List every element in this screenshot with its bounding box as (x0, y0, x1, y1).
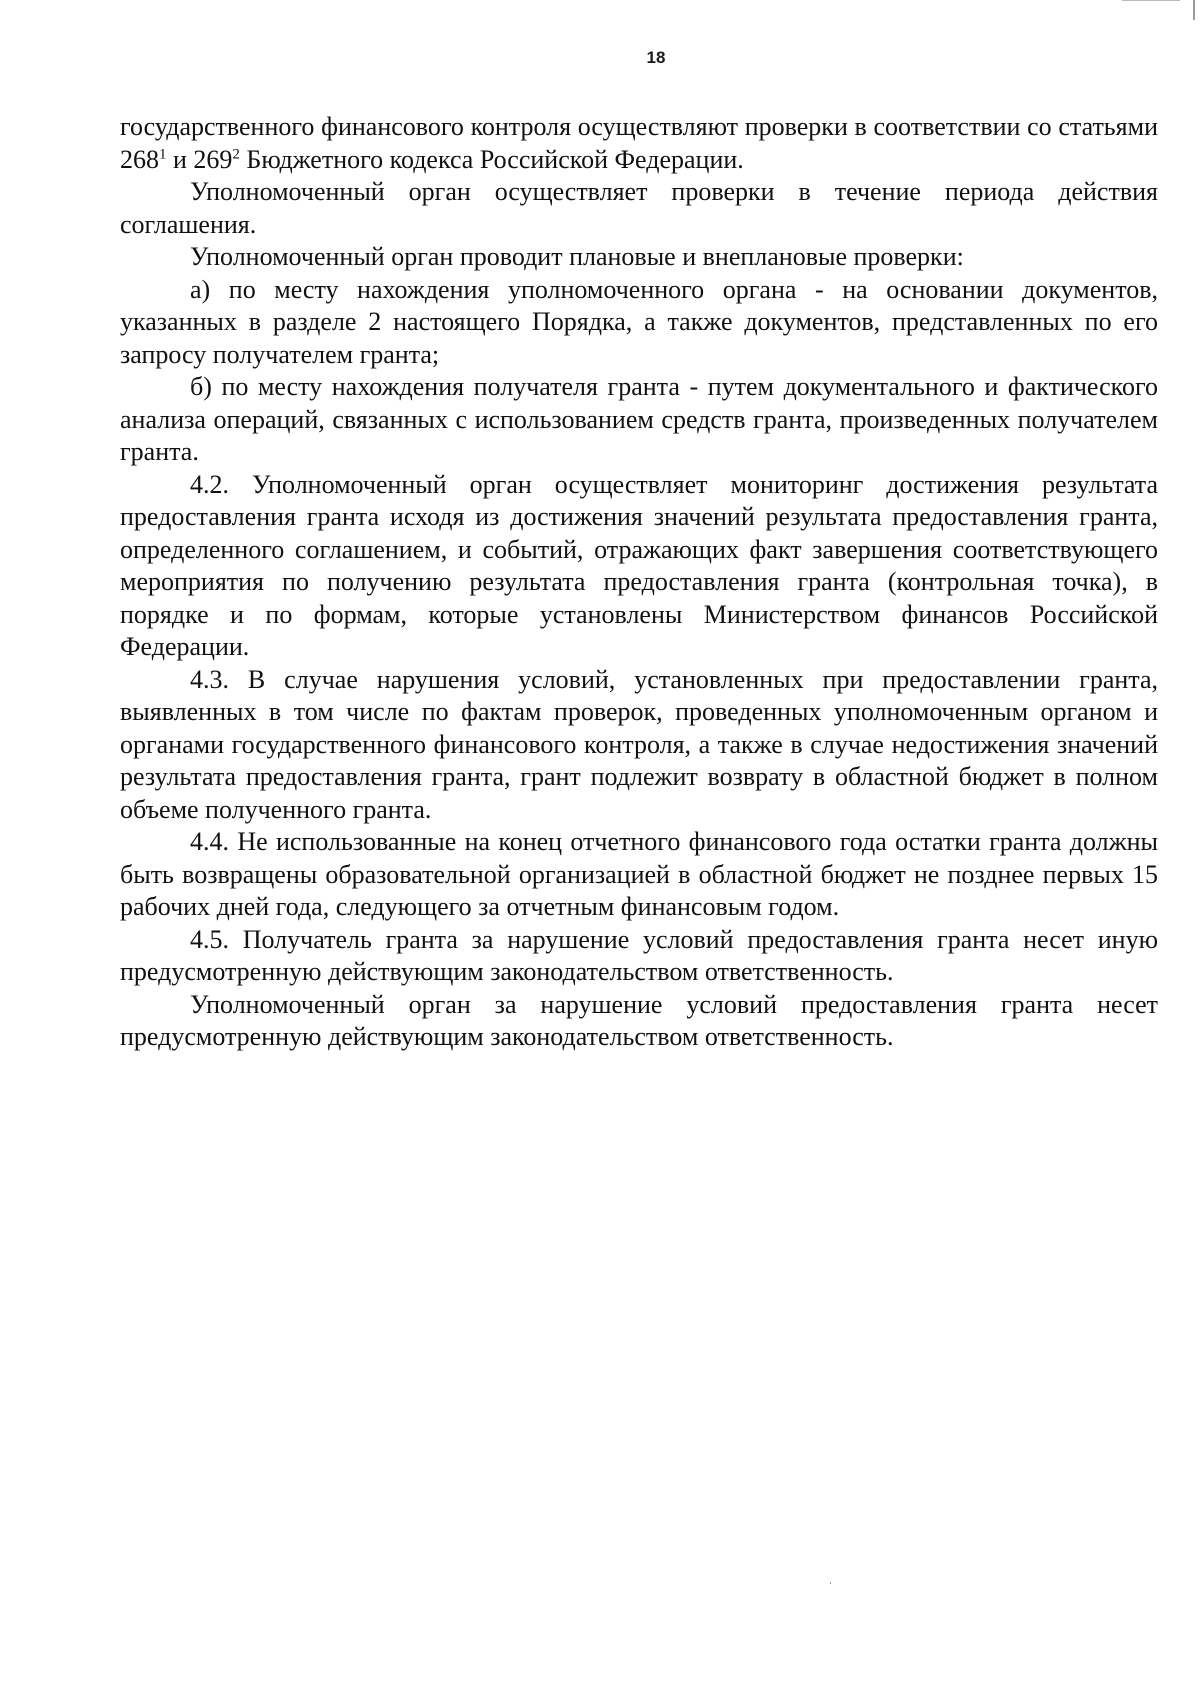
scan-speck (830, 1582, 831, 1584)
paragraph: Уполномоченный орган осуществляет проверки в течение периода действия соглашения. (120, 177, 1158, 239)
paragraph-text: и 269 (166, 144, 233, 174)
clause-4-5: 4.5. Получатель гранта за нарушение условий предоставления гранта несет иную предусмотренную действующим законодательством ответственность. (120, 924, 1158, 986)
paragraph-text: государственного финансового контроля осуществляют проверки в соответствии со статьями 268 (120, 112, 1158, 174)
paragraph: Уполномоченный орган проводит плановые и внеплановые проверки: (190, 242, 964, 271)
scan-edge-mark (1122, 0, 1180, 4)
paragraph-text: Бюджетного кодекса Российской Федерации. (239, 144, 744, 174)
document-body (120, 111, 1158, 1054)
paragraph: Уполномоченный орган за нарушение условий предоставления гранта несет предусмотренную действующим законодательством ответственность. (120, 989, 1158, 1051)
scan-edge-tick (1193, 0, 1195, 20)
clause-4-4: 4.4. Не использованные на конец отчетного финансового года остатки гранта должны быть возвращены образовательной организацией в областной бюджет не позднее первых 15 рабочих дней года, следующего за отчетным финансовым годом. (120, 827, 1158, 921)
clause-4-3: 4.3. В случае нарушения условий, установленных при предоставлении гранта, выявленных в том числе по фактам проверок, проведенных уполномоченным органом и органами государственного финансового контроля, а также в случае недостижения значений результата предоставления гранта, грант подлежит возврату в областной бюджет в полном объеме полученного гранта. (120, 664, 1158, 824)
page-number: 18 (646, 48, 666, 67)
paragraph-continuation (120, 111, 1158, 176)
list-item-a: а) по месту нахождения уполномоченного органа - на основании документов, указанных в разделе 2 настоящего Порядка, а также документов, представленных по его запросу получателем гранта; (120, 274, 1158, 369)
superscript: 2 (232, 145, 240, 162)
clause-4-2: 4.2. Уполномоченный орган осуществляет мониторинг достижения результата предоставления гранта исходя из достижения значений результата предоставления гранта, определенного соглашением, и событий, отражающих факт завершения соответствующего мероприятия по получению результата предоставления гранта (контрольная точка), в порядке и по формам, которые установлены Министерством финансов Российской Федерации. (120, 469, 1158, 661)
list-item-b: б) по месту нахождения получателя гранта - путем документального и фактического анализа операций, связанных с использованием средств гранта, произведенных получателем гранта. (120, 372, 1158, 466)
superscript: 1 (159, 145, 167, 162)
